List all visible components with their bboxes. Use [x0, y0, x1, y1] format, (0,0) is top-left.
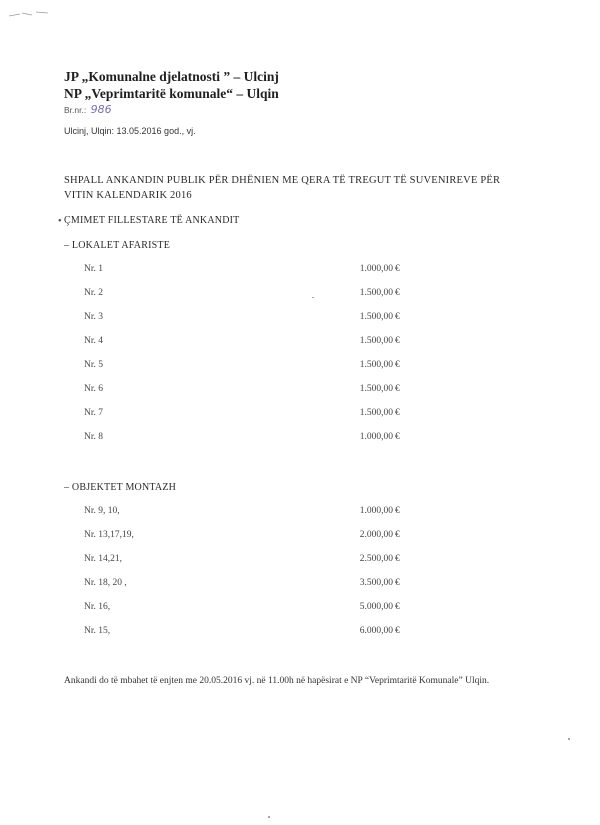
scan-speck — [568, 738, 570, 740]
euro-symbol: € — [395, 288, 400, 298]
row-label: Nr. 5 — [84, 360, 103, 370]
row-amount: 2.500,00 — [359, 554, 393, 564]
row-label: Nr. 1 — [84, 264, 103, 274]
row-label: Nr. 8 — [84, 432, 103, 442]
reference-number-label: Br.nr.: — [64, 105, 87, 115]
euro-symbol: € — [395, 408, 400, 418]
row-label: Nr. 3 — [84, 312, 103, 322]
bullet-mark: • — [58, 216, 62, 227]
price-row — [0, 408, 600, 422]
row-amount: 1.500,00 — [359, 288, 393, 298]
row-label: Nr. 15, — [84, 626, 111, 636]
row-amount: 1.500,00 — [359, 408, 393, 418]
scan-speck — [312, 297, 314, 298]
price-row — [0, 312, 600, 326]
row-amount: 1.000,00 — [359, 432, 393, 442]
row-amount: 1.000,00 — [359, 264, 393, 274]
euro-symbol: € — [395, 554, 400, 564]
euro-symbol: € — [395, 530, 400, 540]
row-label: Nr. 13,17,19, — [84, 530, 134, 540]
euro-symbol: € — [395, 384, 400, 394]
price-row — [0, 602, 600, 616]
document-header — [64, 68, 279, 116]
euro-symbol: € — [395, 578, 400, 588]
row-amount: 1.500,00 — [359, 312, 393, 322]
row-label: Nr. 6 — [84, 384, 103, 394]
row-amount: 6.000,00 — [359, 626, 393, 636]
price-row — [0, 264, 600, 278]
euro-symbol: € — [395, 336, 400, 346]
euro-symbol: € — [395, 264, 400, 274]
prices-heading: ÇMIMET FILLESTARE TË ANKANDIT — [64, 215, 240, 226]
row-amount: 1.500,00 — [359, 360, 393, 370]
reference-number — [64, 103, 279, 116]
row-amount: 1.000,00 — [359, 506, 393, 516]
price-row — [0, 506, 600, 520]
row-label: Nr. 4 — [84, 336, 103, 346]
price-row — [0, 288, 600, 302]
price-row — [0, 360, 600, 374]
row-label: Nr. 7 — [84, 408, 103, 418]
price-row — [0, 432, 600, 446]
organization-name-2: NP „Veprimtaritë komunale“ – Ulqin — [64, 86, 279, 101]
euro-symbol: € — [395, 626, 400, 636]
scan-speck — [268, 816, 270, 818]
price-row — [0, 530, 600, 544]
price-row — [0, 554, 600, 568]
row-label: Nr. 16, — [84, 602, 111, 612]
price-row — [0, 336, 600, 350]
section-heading-assembly-objects: – OBJEKTET MONTAZH — [64, 482, 177, 493]
euro-symbol: € — [395, 602, 400, 612]
row-amount: 1.500,00 — [359, 384, 393, 394]
price-row — [0, 578, 600, 592]
row-label: Nr. 14,21, — [84, 554, 122, 564]
document-title: SHPALL ANKANDIN PUBLIK PËR DHËNIEN ME QERA TË TREGUT TË SUVENIREVE PËR VITIN KALENDARIK 2016 — [64, 175, 501, 201]
price-row — [0, 384, 600, 398]
euro-symbol: € — [395, 506, 400, 516]
row-amount: 5.000,00 — [359, 602, 393, 612]
organization-name-1: JP „Komunalne djelatnosti ” – Ulcinj — [64, 69, 279, 84]
price-row — [0, 626, 600, 640]
row-amount: 2.000,00 — [359, 530, 393, 540]
euro-symbol: € — [395, 432, 400, 442]
row-label: Nr. 9, 10, — [84, 506, 120, 516]
row-amount: 1.500,00 — [359, 336, 393, 346]
date-line: Ulcinj, Ulqin: 13.05.2016 god., vj. — [64, 126, 196, 136]
euro-symbol: € — [395, 312, 400, 322]
row-label: Nr. 2 — [84, 288, 103, 298]
reference-number-handwritten: 986 — [90, 103, 112, 116]
section-heading-business-premises: – LOKALET AFARISTE — [64, 240, 171, 251]
euro-symbol: € — [395, 360, 400, 370]
row-amount: 3.500,00 — [359, 578, 393, 588]
row-label: Nr. 18, 20 , — [84, 578, 127, 588]
auction-notice-text: Ankandi do të mbahet të enjten me 20.05.2016 vj. në 11.00h në hapësirat e NP “Veprimtaritë Komunale” Ulqin. — [64, 676, 490, 686]
scan-artifact-mark — [8, 10, 50, 20]
